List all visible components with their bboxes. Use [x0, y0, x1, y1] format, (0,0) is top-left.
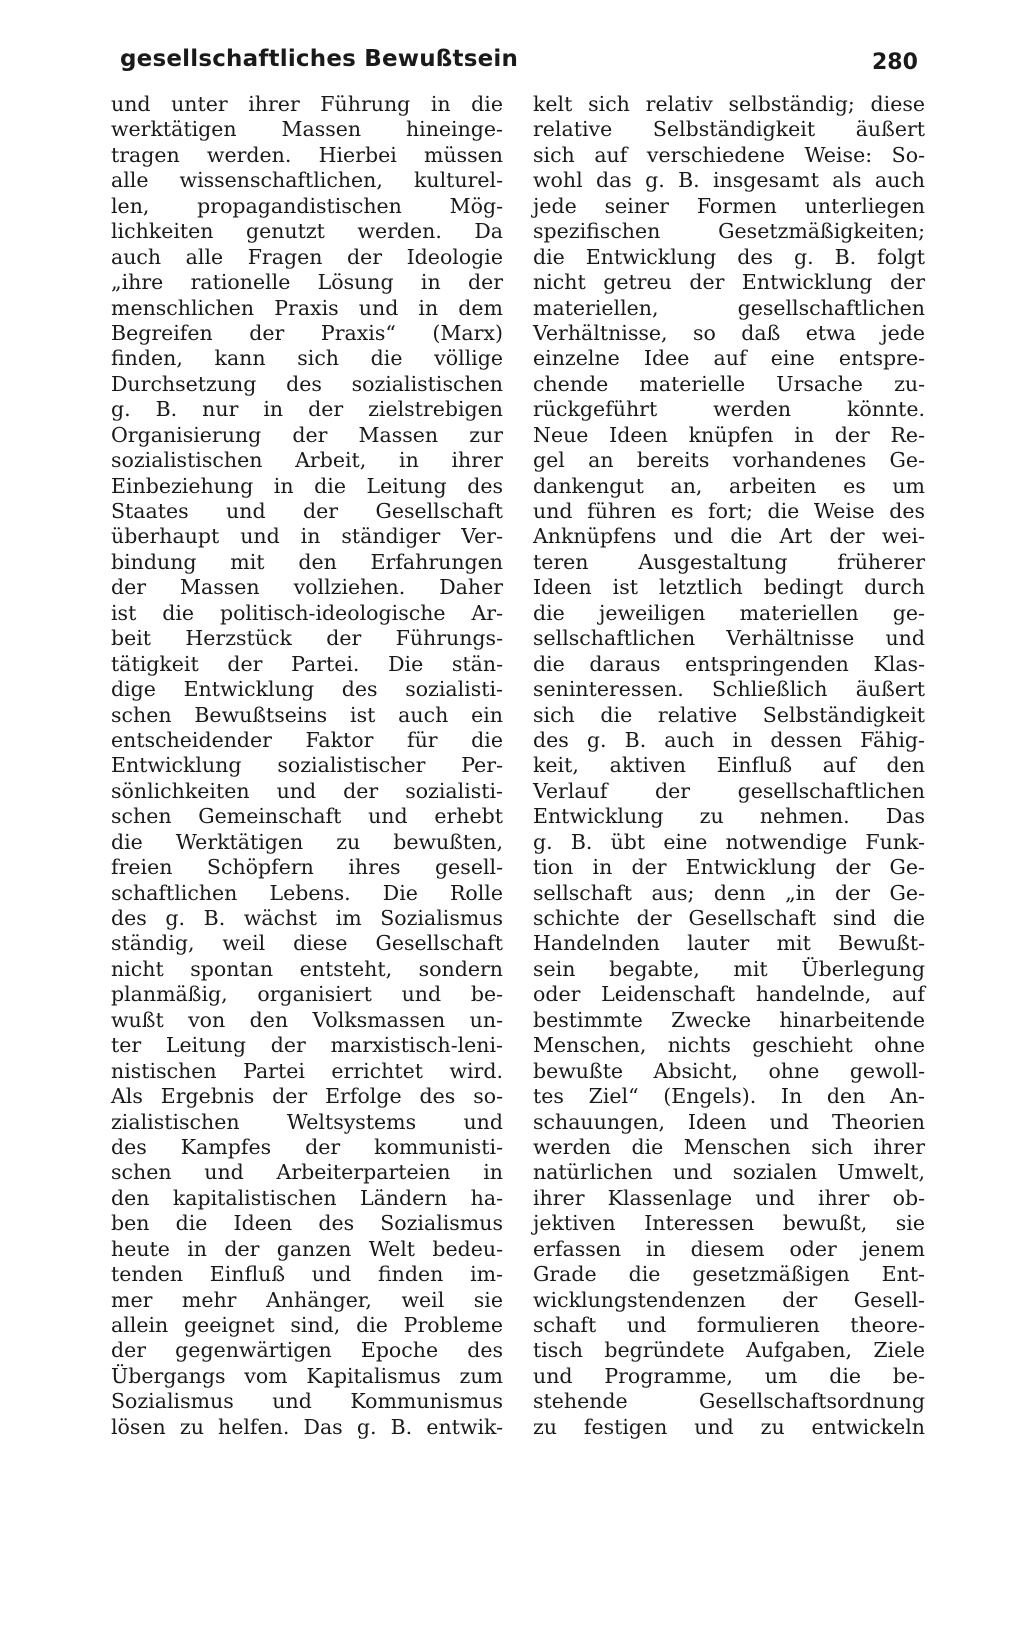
text-line: bewußte Absicht, ohne gewoll- [533, 1058, 925, 1083]
text-line: Übergangs vom Kapitalismus zum [111, 1363, 503, 1388]
text-line: mer mehr Anhänger, weil sie [111, 1287, 503, 1312]
text-line: jede seiner Formen unterliegen [533, 193, 925, 218]
text-line: schen Bewußtseins ist auch ein [111, 702, 503, 727]
text-line: schaftlichen Lebens. Die Rolle [111, 880, 503, 905]
text-line: zu festigen und zu entwickeln [533, 1414, 925, 1439]
text-line: bindung mit den Erfahrungen [111, 549, 503, 574]
text-line: Sozialismus und Kommunismus [111, 1389, 503, 1414]
text-line: und unter ihrer Führung in die [111, 92, 503, 116]
text-line: rückgeführt werden könnte. [533, 397, 925, 422]
text-line: überhaupt und in ständiger Ver- [111, 524, 503, 549]
text-line: Entwicklung zu nehmen. Das [533, 804, 925, 829]
text-line: len, propagandistischen Mög- [111, 193, 503, 218]
text-line: ihrer Klassenlage und ihrer ob- [533, 1185, 925, 1210]
text-line: der Massen vollziehen. Daher [111, 575, 503, 600]
text-line: sich die relative Selbständigkeit [533, 702, 925, 727]
text-line: wußt von den Volksmassen un- [111, 1007, 503, 1032]
text-line: der gegenwärtigen Epoche des [111, 1338, 503, 1363]
text-line: auch alle Fragen der Ideologie [111, 244, 503, 269]
text-line: Einbeziehung in die Leitung des [111, 473, 503, 498]
left-column [111, 92, 503, 1440]
text-line: ben die Ideen des Sozialismus [111, 1211, 503, 1236]
text-line: Organisierung der Massen zur [111, 422, 503, 447]
text-line: seninteressen. Schließlich äußert [533, 677, 925, 702]
text-line: nicht getreu der Entwicklung der [533, 270, 925, 295]
text-line: jektiven Interessen bewußt, sie [533, 1211, 925, 1236]
text-line: stehende Gesellschaftsordnung [533, 1389, 925, 1414]
text-line: menschlichen Praxis und in dem [111, 295, 503, 320]
text-line: gel an bereits vorhandenes Ge- [533, 448, 925, 473]
text-line: g. B. nur in der zielstrebigen [111, 397, 503, 422]
text-line: materiellen, gesellschaftlichen [533, 295, 925, 320]
text-line: des g. B. auch in dessen Fähig- [533, 727, 925, 752]
text-line: tragen werden. Hierbei müssen [111, 142, 503, 167]
text-line: Durchsetzung des sozialistischen [111, 371, 503, 396]
text-line: werden die Menschen sich ihrer [533, 1134, 925, 1159]
right-column [533, 92, 925, 1440]
text-line: des g. B. wächst im Sozialismus [111, 906, 503, 930]
text-line: nicht spontan entsteht, sondern [111, 956, 503, 981]
text-line: tisch begründete Aufgaben, Ziele [533, 1338, 925, 1363]
text-line: freien Schöpfern ihres gesell- [111, 855, 503, 880]
text-line: relative Selbständigkeit äußert [533, 117, 925, 142]
running-head: gesellschaftliches Bewußtsein [120, 46, 519, 72]
page-number: 280 [872, 50, 918, 75]
text-line: sönlichkeiten und der sozialisti- [111, 778, 503, 803]
text-line: ständig, weil diese Gesellschaft [111, 931, 503, 956]
text-line: Als Ergebnis der Erfolge des so- [111, 1084, 503, 1109]
text-line: allein geeignet sind, die Probleme [111, 1313, 503, 1337]
text-line: Verlauf der gesellschaftlichen [533, 778, 925, 803]
text-line: die Werktätigen zu bewußten, [111, 829, 503, 854]
text-line: zialistischen Weltsystems und [111, 1109, 503, 1134]
text-line: schen Gemeinschaft und erhebt [111, 804, 503, 829]
text-line: dankengut an, arbeiten es um [533, 473, 925, 498]
text-line: Menschen, nichts geschieht ohne [533, 1033, 925, 1058]
text-line: Neue Ideen knüpfen in der Re- [533, 422, 925, 447]
text-line: lichkeiten genutzt werden. Da [111, 219, 503, 244]
text-line: sellschaft aus; denn „in der Ge- [533, 880, 925, 905]
text-line: schichte der Gesellschaft sind die [533, 906, 925, 930]
text-line: natürlichen und sozialen Umwelt, [533, 1160, 925, 1185]
text-line: alle wissenschaftlichen, kulturel- [111, 168, 503, 193]
text-line: sein begabte, mit Überlegung [533, 956, 925, 981]
text-line: nistischen Partei errichtet wird. [111, 1058, 503, 1083]
text-line: oder Leidenschaft handelnde, auf [533, 982, 925, 1007]
text-line: sozialistischen Arbeit, in ihrer [111, 448, 503, 473]
text-line: „ihre rationelle Lösung in der [111, 270, 503, 295]
text-line: kelt sich relativ selbständig; diese [533, 92, 925, 116]
text-line: wicklungstendenzen der Gesell- [533, 1287, 925, 1312]
text-line: chende materielle Ursache zu- [533, 371, 925, 396]
text-line: beit Herzstück der Führungs- [111, 626, 503, 651]
text-line: keit, aktiven Einfluß auf den [533, 753, 925, 778]
text-line: lösen zu helfen. Das g. B. entwik- [111, 1414, 503, 1439]
text-line: ist die politisch-ideologische Ar- [111, 600, 503, 625]
text-line: tion in der Entwicklung der Ge- [533, 855, 925, 880]
text-line: die jeweiligen materiellen ge- [533, 600, 925, 625]
text-line: tätigkeit der Partei. Die stän- [111, 651, 503, 676]
text-line: einzelne Idee auf eine entspre- [533, 346, 925, 371]
text-line: Begreifen der Praxis“ (Marx) [111, 320, 503, 345]
text-line: tes Ziel“ (Engels). In den An- [533, 1084, 925, 1109]
text-line: bestimmte Zwecke hinarbeitende [533, 1007, 925, 1032]
text-line: g. B. übt eine notwendige Funk- [533, 829, 925, 854]
text-line: wohl das g. B. insgesamt als auch [533, 168, 925, 193]
text-line: spezifischen Gesetzmäßigkeiten; [533, 219, 925, 244]
text-line: Anknüpfens und die Art der wei- [533, 524, 925, 549]
text-line: schaft und formulieren theore- [533, 1313, 925, 1337]
text-line: planmäßig, organisiert und be- [111, 982, 503, 1007]
text-line: finden, kann sich die völlige [111, 346, 503, 371]
text-line: dige Entwicklung des sozialisti- [111, 677, 503, 702]
text-line: Handelnden lauter mit Bewußt- [533, 931, 925, 956]
text-line: erfassen in diesem oder jenem [533, 1236, 925, 1261]
text-line: den kapitalistischen Ländern ha- [111, 1185, 503, 1210]
text-line: und Programme, um die be- [533, 1363, 925, 1388]
text-line: Staates und der Gesellschaft [111, 499, 503, 523]
text-line: die Entwicklung des g. B. folgt [533, 244, 925, 269]
text-line: werktätigen Massen hineinge- [111, 117, 503, 142]
text-line: Verhältnisse, so daß etwa jede [533, 320, 925, 345]
text-line: Entwicklung sozialistischer Per- [111, 753, 503, 778]
text-line: tenden Einfluß und finden im- [111, 1262, 503, 1287]
text-line: ter Leitung der marxistisch-leni- [111, 1033, 503, 1058]
text-line: sellschaftlichen Verhältnisse und [533, 626, 925, 651]
text-line: die daraus entspringenden Klas- [533, 651, 925, 676]
text-line: schauungen, Ideen und Theorien [533, 1109, 925, 1134]
text-line: sich auf verschiedene Weise: So- [533, 142, 925, 167]
text-line: schen und Arbeiterparteien in [111, 1160, 503, 1185]
text-line: heute in der ganzen Welt bedeu- [111, 1236, 503, 1261]
text-line: und führen es fort; die Weise des [533, 499, 925, 523]
text-line: entscheidender Faktor für die [111, 727, 503, 752]
text-line: Ideen ist letztlich bedingt durch [533, 575, 925, 600]
text-line: des Kampfes der kommunisti- [111, 1134, 503, 1159]
text-line: Grade die gesetzmäßigen Ent- [533, 1262, 925, 1287]
text-line: teren Ausgestaltung früherer [533, 549, 925, 574]
